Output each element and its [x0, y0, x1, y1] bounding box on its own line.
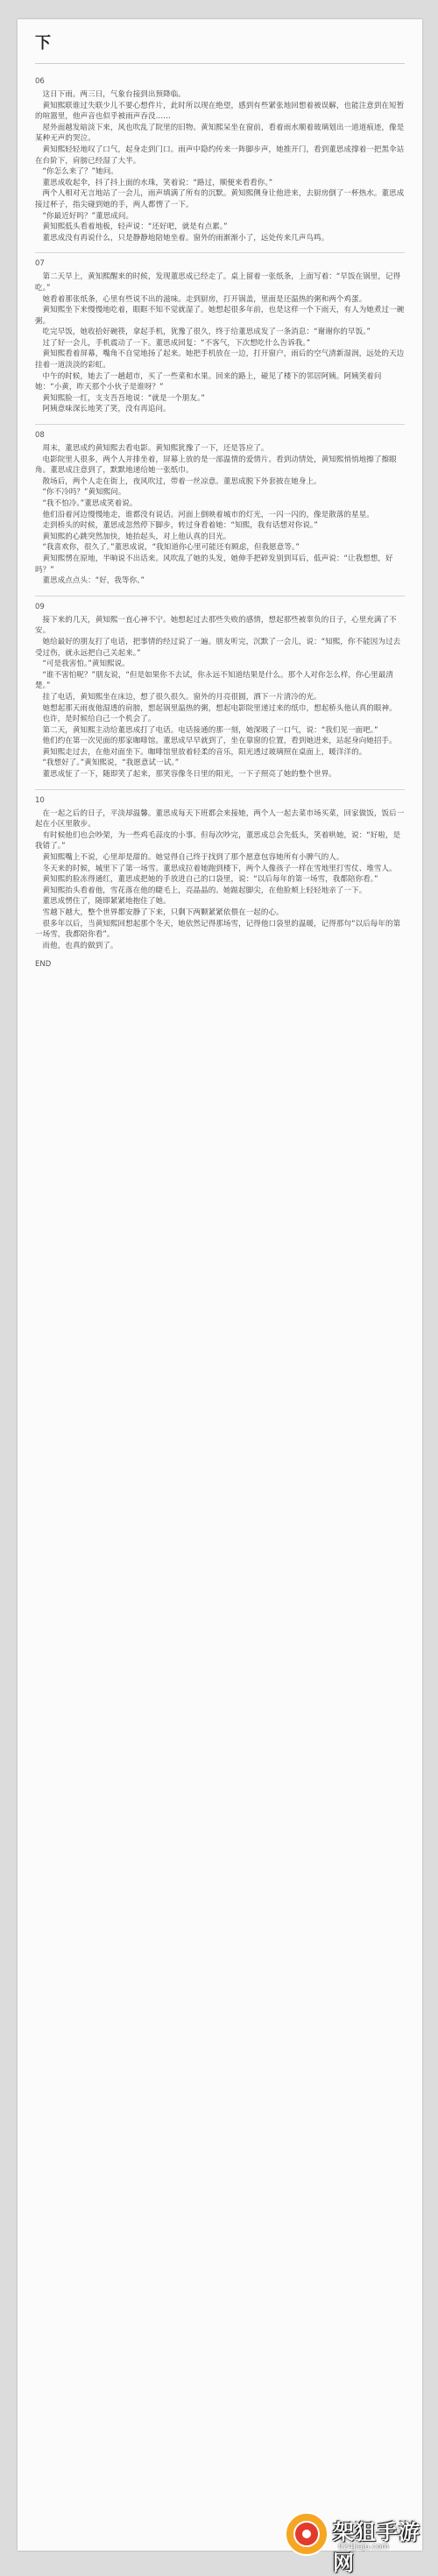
paragraph: 阿姨意味深长地笑了笑，没有再追问。: [35, 404, 405, 415]
paragraph: 黄知熙嘴上不说，心里却是甜的。她觉得自己终于找到了那个愿意包容她所有小脾气的人。: [35, 852, 405, 864]
paragraph: 有时候他们也会吵架，为一些鸡毛蒜皮的小事。但每次吵完，董思成总会先低头，笑着哄她，说：“好啦，是我错了。”: [35, 830, 405, 852]
paragraph: “我不怕冷。”董思成笑着说。: [35, 498, 405, 510]
watermark-name: 架狙手游网: [333, 2515, 422, 2576]
section-divider: [35, 424, 405, 425]
section-number: 09: [35, 602, 405, 612]
paragraph: “我想好了。”黄知熙说，“我愿意试一试。”: [35, 758, 405, 769]
paragraph: 董思成愣住了，随即紧紧地抱住了她。: [35, 896, 405, 907]
site-watermark: [282, 2509, 422, 2560]
paragraph: 他们约在第一次见面的那家咖啡馆。董思成早早就到了，坐在靠窗的位置，看到她进来，站起身向她招手。: [35, 736, 405, 747]
paragraph: 黄知熙走过去，在他对面坐下。咖啡馆里放着轻柔的音乐，阳光透过玻璃照在桌面上，暖洋洋的。: [35, 747, 405, 759]
paragraph: “谁不害怕呢？”朋友说，“但是如果你不去试，你永远不知道结果是什么。那个人对你怎么样，你心里最清楚。”: [35, 670, 405, 692]
paragraph: 吃完早饭，她收拾好碗筷，拿起手机，犹豫了很久，终于给董思成发了一条消息：“谢谢你的早饭。”: [35, 327, 405, 338]
paragraph: 黄知熙的脸冻得通红，董思成把她的手放进自己的口袋里，说：“以后每年的第一场雪，我都陪你看。”: [35, 874, 405, 886]
paragraph: “你怎么来了？”她问。: [35, 166, 405, 178]
section-divider: [35, 789, 405, 790]
paragraph: 接下来的几天，黄知熙一直心神不宁。她想起过去那些失败的感情，想起那些被辜负的日子，心里充满了不安。: [35, 615, 405, 637]
paragraph: 她想起那天雨夜他湿透的肩膀，想起锅里温热的粥，想起电影院里递过来的纸巾，想起桥头他认真的眼神。: [35, 703, 405, 715]
paragraph: 董思成收起伞，抖了抖上面的水珠，笑着说：“路过，顺便来看看你。”: [35, 178, 405, 189]
paragraph: “你不冷吗？”黄知熙问。: [35, 487, 405, 498]
paragraph: 在一起之后的日子，平淡却温馨。董思成每天下班都会来接她，两个人一起去菜市场买菜，回家做饭，饭后一起在小区里散步。: [35, 808, 405, 830]
chapter-section: [35, 424, 405, 587]
paragraph: 她看着那张纸条，心里有些说不出的滋味。走到厨房，打开锅盖，里面是还温热的粥和两个鸡蛋。: [35, 294, 405, 306]
paragraph: 中午的时候，她去了一趟超市，买了一些菜和水果。回来的路上，碰见了楼下的邻居阿姨。阿姨笑着问她：“小黄，昨天那个小伙子是谁呀？”: [35, 371, 405, 393]
paragraph: 走到桥头的时候，董思成忽然停下脚步，转过身看着她：“知熙，我有话想对你说。”: [35, 520, 405, 532]
paragraph: 黄知熙愣在原地，半晌说不出话来。风吹乱了她的头发，她伸手把碎发别到耳后，低声说：“让我想想，好吗？”: [35, 554, 405, 575]
paragraph: 屋外面越发暗淡下来，风也吹乱了院里的旧物。黄知熙呆坐在窗前，看着雨水顺着玻璃划出一道道痕迹，像是某种无声的哭泣。: [35, 123, 405, 145]
section-number: 10: [35, 795, 405, 806]
paragraph: 电影院里人很多，两个人并排坐着，屏幕上放的是一部温情的爱情片。看到动情处，黄知熙悄悄地擦了擦眼角。董思成注意到了，默默地递给她一张纸巾。: [35, 455, 405, 476]
paragraph: 黄知熙抬头看着他，雪花落在他的睫毛上，亮晶晶的。她踮起脚尖，在他脸颊上轻轻地亲了一下。: [35, 886, 405, 897]
page-title: 下: [35, 33, 405, 54]
paragraph: 她给最好的朋友打了电话，把事情的经过说了一遍。朋友听完，沉默了一会儿，说：“知熙，你不能因为过去受过伤，就永远把自己关起来。”: [35, 637, 405, 659]
paragraph: 黄知熙低头看着地板，轻声说：“还好吧，就是有点累。”: [35, 222, 405, 233]
paragraph: 他们沿着河边慢慢地走，谁都没有说话。河面上倒映着城市的灯光，一闪一闪的，像是散落的星星。: [35, 510, 405, 521]
paragraph: 过了好一会儿，手机震动了一下。董思成回复：“不客气，下次想吃什么告诉我。”: [35, 338, 405, 349]
paragraph: 也许，是时候给自己一个机会了。: [35, 714, 405, 725]
chapter-section: [35, 252, 405, 415]
section-divider: [35, 252, 405, 253]
paragraph: 挂了电话，黄知熙坐在床边，想了很久很久。窗外的月亮很圆，洒下一片清冷的光。: [35, 692, 405, 703]
paragraph: “可是我害怕。”黄知熙说。: [35, 659, 405, 670]
paragraph: “你最近好吗？”董思成问。: [35, 211, 405, 222]
chapter-section: [35, 76, 405, 243]
paragraph: 散场后，两个人走在街上，夜风吹过，带着一丝凉意。董思成脱下外套披在她身上。: [35, 476, 405, 488]
paragraph: 很多年以后，当黄知熙回想起那个冬天，她依然记得那场雪，记得他口袋里的温暖，记得那句“以后每年的第一场雪，我都陪你看”。: [35, 919, 405, 941]
paragraph: 这日下雨。两三日，气象台接到出预降临。: [35, 89, 405, 101]
sun-logo-icon: [282, 2509, 331, 2558]
paragraph: 周末，董思成约黄知熙去看电影。黄知熙犹豫了一下，还是答应了。: [35, 443, 405, 455]
document-body: [18, 64, 422, 969]
end-marker: END: [35, 960, 405, 969]
paragraph: 黄知熙坐下来慢慢地吃着，眼眶不知不觉就湿了。她想起很多年前，也是这样一个下雨天，有人为她煮过一碗粥。: [35, 305, 405, 327]
document-header: [18, 19, 422, 54]
paragraph: 黄知熙脸一红，支支吾吾地说：“就是一个朋友。”: [35, 393, 405, 405]
paragraph: 董思成点点头：“好，我等你。”: [35, 575, 405, 587]
paragraph: 董思成没有再说什么，只是静静地陪她坐着。窗外的雨渐渐小了，远处传来几声鸟鸣。: [35, 233, 405, 244]
paragraph: 雪越下越大，整个世界都安静了下来，只剩下两颗紧紧依偎在一起的心。: [35, 907, 405, 919]
chapter-section: [35, 789, 405, 952]
watermark-url: 024jiaju.com: [338, 2543, 389, 2551]
section-number: 06: [35, 76, 405, 87]
paragraph: 黄知熙联谁过失联少儿不要心想件片，此时所以现在绝望，感到有些紧张地回想着被误解，也能注意到在短暂的喧嚣里，他声音也似乎被雨声吞没……: [35, 101, 405, 123]
paragraph: 第二天，黄知熙主动给董思成打了电话。电话接通的那一刻，她深吸了一口气，说：“我们见一面吧。”: [35, 725, 405, 737]
paragraph: 而他，也真的做到了。: [35, 941, 405, 952]
paragraph: 董思成怔了一下，随即笑了起来，那笑容像冬日里的阳光，一下子照亮了她的整个世界。: [35, 769, 405, 780]
document-page: [18, 19, 422, 2551]
paragraph: “我喜欢你，很久了。”董思成说，“我知道你心里可能还有顾虑，但我愿意等。”: [35, 542, 405, 554]
paragraph: 黄知熙轻轻地叹了口气，起身走到门口。雨声中隐约传来一阵脚步声，她推开门，看到董思成撑着一把黑伞站在台阶下，肩膀已经湿了大半。: [35, 145, 405, 166]
section-number: 08: [35, 430, 405, 441]
paragraph: 两个人相对无言地站了一会儿，雨声填满了所有的沉默。黄知熙侧身让他进来，去厨房倒了一杯热水。董思成接过杯子，指尖碰到她的手，两人都愣了一下。: [35, 188, 405, 210]
paragraph: 黄知熙看着屏幕，嘴角不自觉地扬了起来。她把手机放在一边，打开窗户，雨后的空气清新湿润，远处的天边挂着一道淡淡的彩虹。: [35, 349, 405, 371]
paragraph: 第二天早上，黄知熙醒来的时候，发现董思成已经走了。桌上留着一张纸条，上面写着：“早饭在锅里，记得吃。”: [35, 272, 405, 293]
paragraph: 黄知熙的心跳突然加快，她抬起头，对上他认真的目光。: [35, 532, 405, 543]
chapter-section: [35, 596, 405, 780]
section-number: 07: [35, 258, 405, 269]
paragraph: 冬天来的时候，城里下了第一场雪。董思成拉着她跑到楼下，两个人像孩子一样在雪地里打雪仗、堆雪人。: [35, 864, 405, 875]
